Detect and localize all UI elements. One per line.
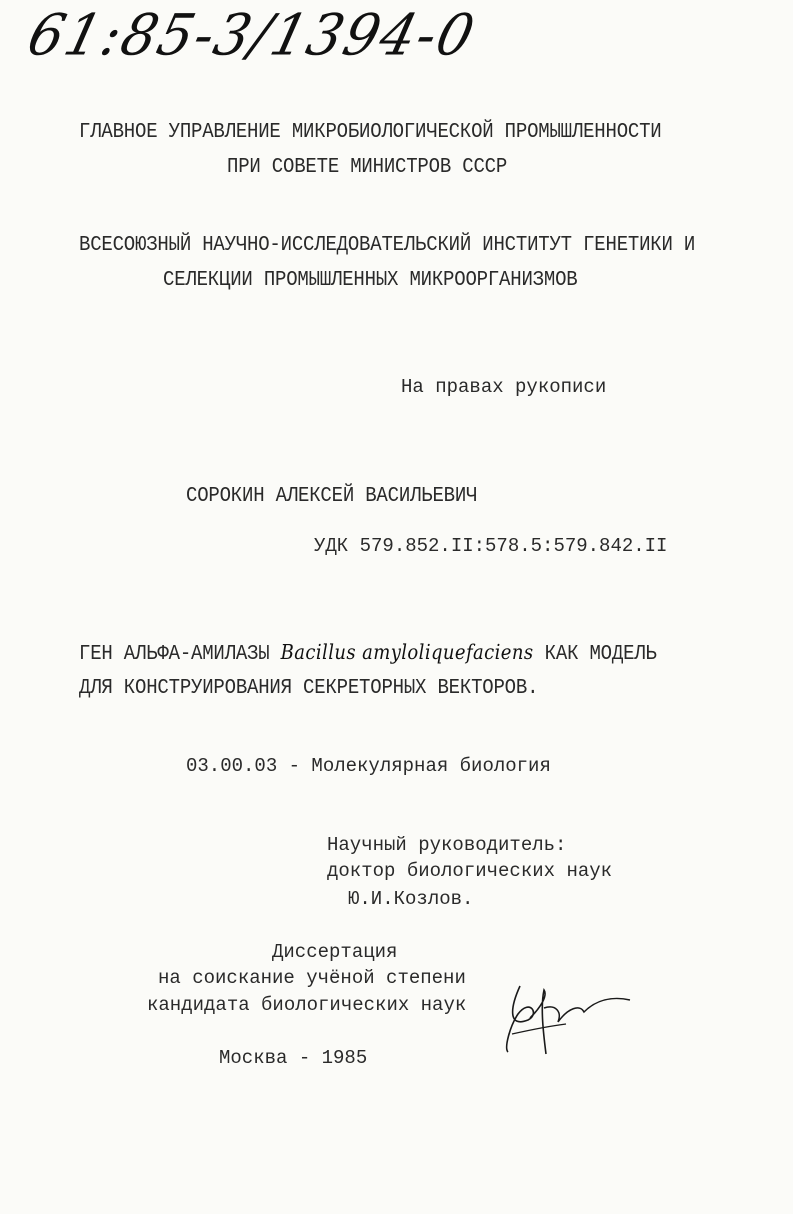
archive-code: 61:85-3/1394-0 [21,2,483,69]
institute-line-2: СЕЛЕКЦИИ ПРОМЫШЛЕННЫХ МИКРООРГАНИЗМОВ [163,267,578,292]
title-suffix: КАК МОДЕЛЬ [544,641,657,666]
ministry-line-2: ПРИ СОВЕТЕ МИНИСТРОВ СССР [227,154,508,179]
supervisor-degree: доктор биологических наук [327,860,613,882]
institute-line-1: ВСЕСОЮЗНЫЙ НАУЧНО-ИССЛЕДОВАТЕЛЬСКИЙ ИНСТИТУТ ГЕНЕТИКИ И [79,232,696,257]
dissertation-line-3: кандидата биологических наук [147,994,467,1016]
specialty-code: 03.00.03 - Молекулярная биология [186,755,551,777]
supervisor-name: Ю.И.Козлов. [348,888,474,910]
supervisor-label: Научный руководитель: [327,834,567,856]
author-name: СОРОКИН АЛЕКСЕЙ ВАСИЛЬЕВИЧ [186,483,478,508]
ministry-line-1: ГЛАВНОЕ УПРАВЛЕНИЕ МИКРОБИОЛОГИЧЕСКОЙ ПРОМЫШЛЕННОСТИ [79,119,662,144]
udc-code: УДК 579.852.II:578.5:579.842.II [314,535,668,557]
dissertation-line-2: на соискание учёной степени [158,967,466,989]
dissertation-title-line-2: ДЛЯ КОНСТРУИРОВАНИЯ СЕКРЕТОРНЫХ ВЕКТОРОВ. [79,675,539,700]
signature [500,978,640,1058]
title-prefix: ГЕН АЛЬФА-АМИЛАЗЫ [79,641,270,666]
species-name: Bacillus amyloliquefaciens [280,641,534,665]
city-year: Москва - 1985 [219,1047,368,1069]
manuscript-rights: На правах рукописи [401,376,607,398]
dissertation-title-line-1 [79,640,657,667]
dissertation-line-1: Диссертация [272,941,398,963]
